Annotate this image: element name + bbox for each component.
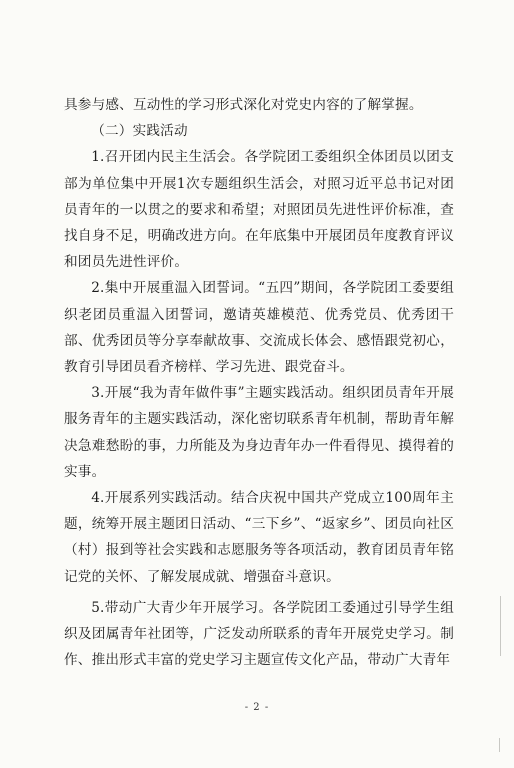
page-number: - 2 -	[244, 702, 270, 713]
paragraph-item-3: 3.开展“我为青年做件事”主题实践活动。组织团员青年开展服务青年的主题实践活动，深化密切联系青年机制，帮助青年解决急难愁盼的事，力所能及为身边青年办一件看得见、摸得着的实事。	[64, 385, 454, 480]
paragraph-item-1: 1.召开团内民主生活会。各学院团工委组织全体团员以团支部为单位集中开展1次专题组织生活会，对照习近平总书记对团员青年的一以贯之的要求和希望；对照团员先进性评价标准，查找自身不足，明确改进方向。在年底集中开展团员年度教育评议和团员先进性评价。	[64, 149, 454, 271]
section-heading-practice-activities: （二）实践活动	[91, 123, 188, 140]
paragraph-continuation: 具参与感、互动性的学习形式深化对党史内容的了解掌握。	[64, 97, 423, 113]
scan-edge-mark	[499, 738, 500, 752]
paragraph-item-5: 5.带动广大青少年开展学习。各学院团工委通过引导学生组织及团属青年社团等，广泛发动所联系的青年开展党史学习。制作、推出形式丰富的党史学习主题宣传文化产品，带动广大青年	[64, 599, 454, 669]
document-body	[64, 92, 454, 673]
paragraph-item-2: 2.集中开展重温入团誓词。“五四”期间，各学院团工委要组织老团员重温入团誓词，邀请英雄模范、优秀党员、优秀团干部、优秀团员等分享奉献故事、交流成长体会、感悟跟党初心，教育引导团员看齐榜样、学习先进、跟党奋斗。	[64, 280, 454, 376]
scan-edge-mark	[500, 596, 501, 656]
paragraph-item-4: 4.开展系列实践活动。结合庆祝中国共产党成立100周年主题，统筹开展主题团日活动、“三下乡”、“返家乡”、团员向社区（村）报到等社会实践和志愿服务等各项活动，教育团员青年铭记党的关怀、了解发展成就、增强奋斗意识。	[64, 490, 454, 585]
